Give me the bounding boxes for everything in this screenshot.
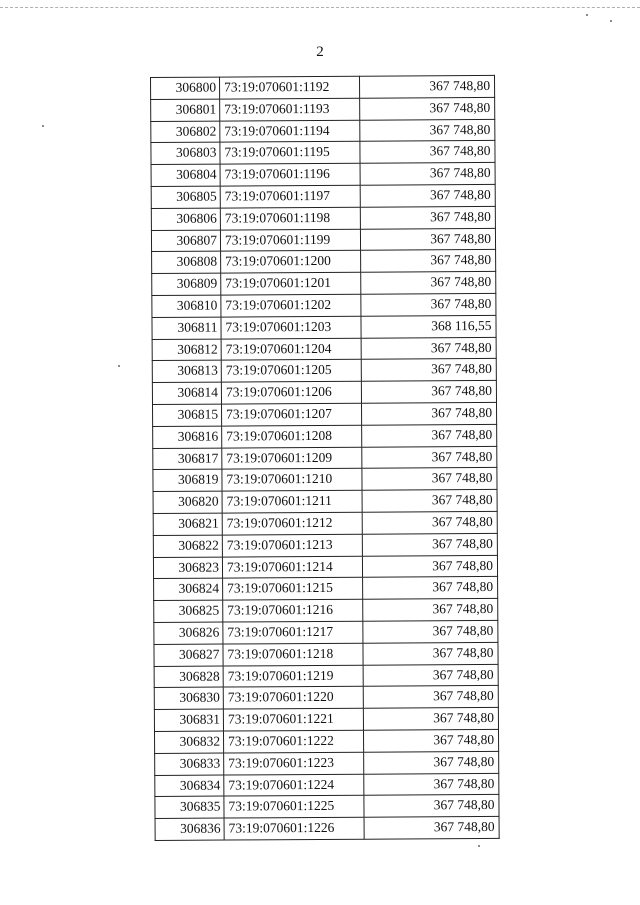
table-row xyxy=(153,555,497,579)
cadastral-number: 73:19:070601:1198 xyxy=(220,207,360,230)
cadastral-number: 73:19:070601:1205 xyxy=(221,360,361,383)
cadastral-number: 73:19:070601:1199 xyxy=(220,229,360,252)
scan-speck xyxy=(42,125,44,127)
row-code: 306835 xyxy=(155,796,224,818)
cadastral-value: 367 748,80 xyxy=(361,402,496,425)
cadastral-value: 367 748,80 xyxy=(362,511,497,534)
table-row xyxy=(153,402,497,426)
row-code: 306821 xyxy=(153,513,222,535)
table-row xyxy=(152,250,496,274)
cadastral-value: 367 748,80 xyxy=(363,577,498,600)
cadastral-number: 73:19:070601:1204 xyxy=(221,338,361,361)
cadastral-value: 367 748,80 xyxy=(360,228,495,251)
cadastral-value: 367 748,80 xyxy=(363,729,498,752)
cadastral-number: 73:19:070601:1192 xyxy=(220,76,360,99)
cadastral-number: 73:19:070601:1226 xyxy=(224,817,364,840)
row-code: 306809 xyxy=(152,273,221,295)
table-row xyxy=(151,119,495,143)
table-row xyxy=(154,707,498,731)
cadastral-value: 367 748,80 xyxy=(363,620,498,643)
cadastral-value: 367 748,80 xyxy=(360,97,495,120)
table-row xyxy=(152,337,496,361)
row-code: 306802 xyxy=(151,121,220,143)
row-code: 306831 xyxy=(154,709,223,731)
cadastral-value: 367 748,80 xyxy=(364,751,499,774)
cadastral-value: 367 748,80 xyxy=(360,119,495,142)
table-row xyxy=(153,468,497,492)
row-code: 306812 xyxy=(152,339,221,361)
row-code: 306836 xyxy=(155,818,224,840)
row-code: 306801 xyxy=(151,99,220,121)
table-row xyxy=(151,97,495,121)
row-code: 306808 xyxy=(152,251,221,273)
table-row xyxy=(151,141,495,165)
table-row xyxy=(154,686,498,710)
cadastral-number: 73:19:070601:1213 xyxy=(222,534,362,557)
cadastral-number: 73:19:070601:1197 xyxy=(220,185,360,208)
row-code: 306805 xyxy=(151,186,220,208)
cadastral-value: 367 748,80 xyxy=(363,707,498,730)
cadastral-number: 73:19:070601:1196 xyxy=(220,163,360,186)
table-row xyxy=(152,381,496,405)
scan-speck xyxy=(118,365,120,367)
row-code: 306810 xyxy=(152,295,221,317)
table-row xyxy=(155,816,499,840)
cadastral-value: 367 748,80 xyxy=(362,490,497,513)
cadastral-number: 73:19:070601:1207 xyxy=(221,403,361,426)
cadastral-number: 73:19:070601:1203 xyxy=(221,316,361,339)
cadastral-value: 367 748,80 xyxy=(362,424,497,447)
cadastral-value: 367 748,80 xyxy=(364,773,499,796)
cadastral-value: 367 748,80 xyxy=(362,555,497,578)
cadastral-value: 368 116,55 xyxy=(361,315,496,338)
scan-artifact-line xyxy=(0,7,640,8)
cadastral-value: 367 748,80 xyxy=(360,206,495,229)
cadastral-value: 367 748,80 xyxy=(362,533,497,556)
row-code: 306830 xyxy=(154,687,223,709)
cadastral-value: 367 748,80 xyxy=(361,272,496,295)
table-row xyxy=(151,184,495,208)
cadastral-number: 73:19:070601:1220 xyxy=(223,687,363,710)
table-row xyxy=(153,446,497,470)
cadastral-number: 73:19:070601:1200 xyxy=(221,251,361,274)
table-row xyxy=(154,729,498,753)
cadastral-number: 73:19:070601:1224 xyxy=(224,774,364,797)
cadastral-value: 367 748,80 xyxy=(363,599,498,622)
cadastral-value: 367 748,80 xyxy=(360,184,495,207)
cadastral-number: 73:19:070601:1221 xyxy=(223,708,363,731)
table-row xyxy=(155,795,499,819)
cadastral-number: 73:19:070601:1211 xyxy=(222,490,362,513)
table-row xyxy=(153,533,497,557)
cadastral-number: 73:19:070601:1193 xyxy=(220,98,360,121)
table-row xyxy=(153,490,497,514)
row-code: 306826 xyxy=(154,622,223,644)
row-code: 306825 xyxy=(154,600,223,622)
row-code: 306816 xyxy=(153,426,222,448)
cadastral-number: 73:19:070601:1216 xyxy=(223,599,363,622)
cadastral-value: 367 748,80 xyxy=(362,468,497,491)
row-code: 306833 xyxy=(155,753,224,775)
row-code: 306828 xyxy=(154,666,223,688)
cadastral-value: 367 748,80 xyxy=(363,686,498,709)
row-code: 306832 xyxy=(154,731,223,753)
cadastral-number: 73:19:070601:1206 xyxy=(221,381,361,404)
table-row xyxy=(152,293,496,317)
cadastral-number: 73:19:070601:1195 xyxy=(220,142,360,165)
page-number: 2 xyxy=(316,44,324,60)
cadastral-value: 367 748,80 xyxy=(360,163,495,186)
cadastral-value: 367 748,80 xyxy=(364,795,499,818)
row-code: 306824 xyxy=(154,578,223,600)
table-row xyxy=(151,163,495,187)
cadastral-table xyxy=(150,75,500,841)
table-row xyxy=(152,315,496,339)
cadastral-value: 367 748,80 xyxy=(364,816,499,839)
cadastral-number: 73:19:070601:1215 xyxy=(223,578,363,601)
row-code: 306827 xyxy=(154,644,223,666)
cadastral-value: 367 748,80 xyxy=(363,664,498,687)
row-code: 306817 xyxy=(153,448,222,470)
row-code: 306806 xyxy=(151,208,220,230)
table-row xyxy=(155,751,499,775)
cadastral-number: 73:19:070601:1214 xyxy=(222,556,362,579)
table-body xyxy=(151,75,500,840)
cadastral-number: 73:19:070601:1218 xyxy=(223,643,363,666)
row-code: 306834 xyxy=(155,775,224,797)
table-row xyxy=(154,642,498,666)
row-code: 306819 xyxy=(153,469,222,491)
cadastral-value: 367 748,80 xyxy=(362,446,497,469)
table-row xyxy=(151,206,495,230)
table-row xyxy=(154,620,498,644)
row-code: 306815 xyxy=(153,404,222,426)
row-code: 306814 xyxy=(152,382,221,404)
scan-speck xyxy=(478,845,480,847)
table-row xyxy=(151,228,495,252)
row-code: 306807 xyxy=(151,230,220,252)
cadastral-number: 73:19:070601:1225 xyxy=(224,796,364,819)
table-row xyxy=(155,773,499,797)
table-row xyxy=(152,359,496,383)
cadastral-number: 73:19:070601:1209 xyxy=(222,447,362,470)
cadastral-number: 73:19:070601:1212 xyxy=(222,512,362,535)
table-row xyxy=(153,424,497,448)
table-row xyxy=(154,664,498,688)
row-code: 306803 xyxy=(151,142,220,164)
cadastral-value: 367 748,80 xyxy=(363,642,498,665)
scan-speck xyxy=(610,20,612,22)
cadastral-number: 73:19:070601:1222 xyxy=(223,730,363,753)
row-code: 306811 xyxy=(152,317,221,339)
scan-speck xyxy=(586,14,588,16)
cadastral-number: 73:19:070601:1201 xyxy=(221,272,361,295)
cadastral-number: 73:19:070601:1217 xyxy=(223,621,363,644)
table-row xyxy=(154,577,498,601)
cadastral-value: 367 748,80 xyxy=(361,250,496,273)
cadastral-number: 73:19:070601:1208 xyxy=(222,425,362,448)
table-row xyxy=(152,272,496,296)
row-code: 306822 xyxy=(153,535,222,557)
cadastral-number: 73:19:070601:1223 xyxy=(224,752,364,775)
table-row xyxy=(154,599,498,623)
row-code: 306804 xyxy=(151,164,220,186)
row-code: 306820 xyxy=(153,491,222,513)
table-row xyxy=(151,75,495,99)
cadastral-value: 367 748,80 xyxy=(359,75,494,98)
cadastral-value: 367 748,80 xyxy=(361,359,496,382)
cadastral-value: 367 748,80 xyxy=(361,381,496,404)
row-code: 306823 xyxy=(153,557,222,579)
cadastral-value: 367 748,80 xyxy=(361,337,496,360)
row-code: 306800 xyxy=(151,77,220,99)
table-row xyxy=(153,511,497,535)
row-code: 306813 xyxy=(152,360,221,382)
cadastral-number: 73:19:070601:1202 xyxy=(221,294,361,317)
cadastral-number: 73:19:070601:1219 xyxy=(223,665,363,688)
cadastral-value: 367 748,80 xyxy=(361,293,496,316)
cadastral-value: 367 748,80 xyxy=(360,141,495,164)
cadastral-number: 73:19:070601:1210 xyxy=(222,469,362,492)
cadastral-number: 73:19:070601:1194 xyxy=(220,120,360,143)
